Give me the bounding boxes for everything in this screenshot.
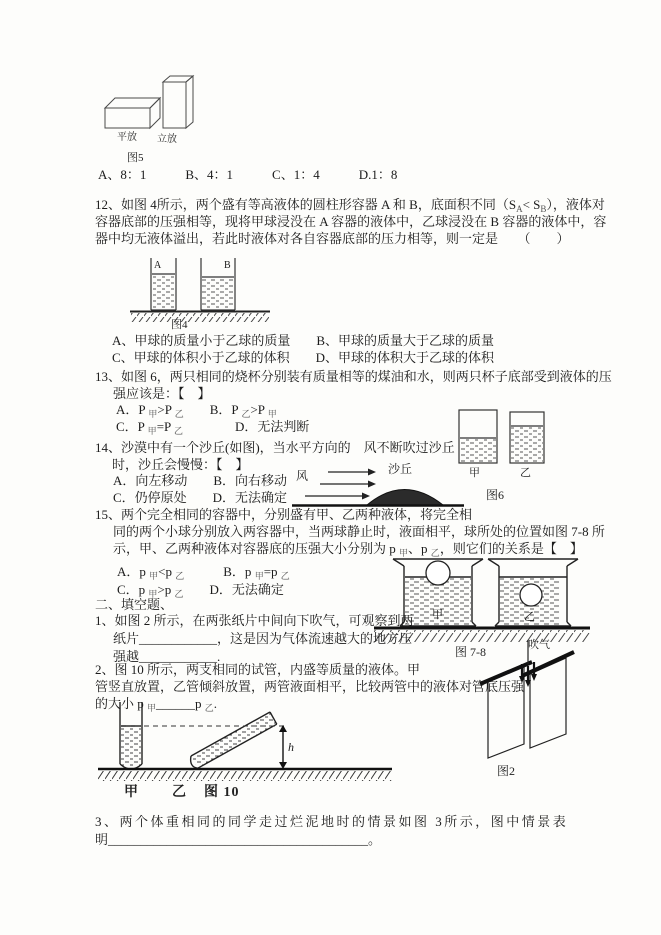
fill1-line-3: 强越____________. <box>113 649 221 664</box>
q14-line-2: 时，沙丘会慢慢：【 】 <box>112 457 249 472</box>
text-segment: <p <box>158 564 176 579</box>
fig2-caption: 图2 <box>497 764 516 778</box>
subscript: 乙 <box>241 409 251 419</box>
fig78-label-yi: 乙 <box>524 611 535 623</box>
q13-line-1: 13、如图 6，两只相同的烧杯分别装有质量相等的煤油和水，则两只杯子底部受到液体的压 <box>95 369 612 384</box>
text-segment: A．p <box>117 564 150 579</box>
fill1-line-1: 1、如图 2 所示，在两张纸片中间向下吹气，可观察到两 <box>95 613 414 628</box>
text-segment: A．P <box>116 402 149 417</box>
fig4-label-a: A <box>154 260 162 271</box>
fig-dune-diagram <box>292 460 464 508</box>
fig5-caption: 图5 <box>127 152 144 164</box>
subscript: 乙 <box>204 703 214 713</box>
text-segment: ，则它们的关系是【 】 <box>439 541 583 556</box>
fill2-line-2: 管竖直放置，乙管倾斜放置，两管液面相平，比较两管中的液体对管底压强 <box>95 679 525 694</box>
fill3-line-1: 3、两个体重相同的同学走过烂泥地时的情景如图 3所示，图中情景表 <box>95 814 569 829</box>
fig78-label-jia: 甲 <box>432 609 443 621</box>
section2-title: 二、填空题、 <box>95 597 174 612</box>
text-segment: ），液体对 <box>546 197 605 212</box>
q13-options-cd <box>116 418 309 440</box>
subscript: 甲 <box>149 571 159 581</box>
fig10-caption: 图 10 <box>204 785 240 800</box>
text-segment: 示，甲、乙两种液体对容器底的压强大小分别为 p <box>113 541 400 556</box>
subscript: 甲 <box>254 571 264 581</box>
fig6-beakers-diagram <box>452 405 568 465</box>
fig10-label-jia: 甲 <box>124 785 139 800</box>
dune-label: 沙丘 <box>388 462 413 476</box>
q15-line-1: 15、两个完全相同的容器中，分别盛有甲、乙两种液体，将完全相 <box>95 507 473 522</box>
subscript: A <box>516 204 523 214</box>
q14-line-1: 14、沙漠中有一个沙丘(如图)，当水平方向的 风不断吹过沙丘 <box>95 440 455 455</box>
text-segment: 的大小 p <box>95 696 148 711</box>
q11-options-line: A、8：1 B、4：1 C、1：4 D.1：8 <box>98 167 398 182</box>
text-segment: . <box>213 696 218 711</box>
fill3-line-2: 明________________________________________。 <box>95 832 381 847</box>
fig5-label-stand: 立放 <box>157 134 177 145</box>
text-segment: < S <box>522 197 541 212</box>
subscript: 甲 <box>148 409 158 419</box>
fig78-caption: 图 7-8 <box>455 645 486 659</box>
fig5-label-flat: 平放 <box>117 132 137 143</box>
fig6-label-yi: 乙 <box>520 467 531 479</box>
subscript: 甲 <box>267 409 277 419</box>
fig2-papers-diagram <box>478 636 576 760</box>
fig5-brick-diagram <box>100 76 200 134</box>
q14-options-ab: A．向左移动 B．向右移动 <box>113 473 288 488</box>
subscript: 甲 <box>147 426 157 436</box>
text-segment: D．无法判断 <box>183 419 310 434</box>
fill2-line-1: 2、图 10 所示，两支相同的试管，内盛等质量的液体。甲 <box>95 662 421 677</box>
text-segment: >p <box>157 582 175 597</box>
fig10-height-label: h <box>288 740 294 754</box>
fig6-label-jia: 甲 <box>469 467 480 479</box>
text-segment: >P <box>157 402 175 417</box>
fig4-caption: 图4 <box>171 319 188 331</box>
subscript: 乙 <box>280 571 290 581</box>
fig4-label-b: B <box>224 260 231 271</box>
subscript: 甲 <box>147 703 157 713</box>
q12-line-2: 容器底部的压强相等，现将甲球浸没在 A 容器的液体中，乙球浸没在 B 容器的液体中，容 <box>95 214 607 229</box>
text-segment: B．p <box>184 564 255 579</box>
subscript: 甲 <box>148 589 158 599</box>
subscript: B <box>540 204 547 214</box>
fig10-testtubes-diagram <box>98 700 392 786</box>
text-segment: 、p <box>408 541 431 556</box>
text-segment: 12、如图 4所示，两个盛有等高液体的圆柱形容器 A 和 B，底面积不同（S <box>95 197 517 212</box>
fill1-line-2: 纸片____________，这是因为气体流速越大的地方压 <box>113 631 413 646</box>
q14-options-cd: C．仍停原处 D．无法确定 <box>113 490 288 505</box>
text-segment: C．p <box>117 582 149 597</box>
dune-wind-label: 风 <box>296 469 309 483</box>
q12-line-3: 器中均无液体溢出，若此时液体对各自容器底部的压力相等，则一定是 （ ） <box>95 231 570 246</box>
subscript: 乙 <box>430 548 440 558</box>
text-segment: B．P <box>183 402 242 417</box>
text-segment: =P <box>156 419 175 434</box>
text-segment: D．无法确定 <box>183 582 284 597</box>
text-segment: C．P <box>116 419 148 434</box>
subscript: 乙 <box>174 589 184 599</box>
fig4-containers-diagram <box>130 254 270 324</box>
subscript: 甲 <box>399 548 409 558</box>
subscript: 乙 <box>174 426 184 436</box>
fig10-label-yi: 乙 <box>172 785 187 800</box>
subscript: 乙 <box>175 571 185 581</box>
q12-options-cd: C、甲球的体积小于乙球的体积 D、甲球的体积大于乙球的体积 <box>112 350 495 365</box>
q13-line-2: 强应该是：【 】 <box>113 386 211 401</box>
text-segment: >P <box>250 402 268 417</box>
fig2-blow-label: 吹气 <box>528 639 550 651</box>
q15-line-2: 同的两个小球分别放入两容器中，当两球静止时，液面相平，球所处的位置如图 7-8 所 <box>113 524 605 539</box>
subscript: 乙 <box>174 409 184 419</box>
text-segment: ______p <box>156 696 205 711</box>
text-segment: =p <box>263 564 281 579</box>
q12-options-ab: A、甲球的质量小于乙球的质量 B、甲球的质量大于乙球的质量 <box>112 333 495 348</box>
fig6-caption: 图6 <box>486 488 505 502</box>
